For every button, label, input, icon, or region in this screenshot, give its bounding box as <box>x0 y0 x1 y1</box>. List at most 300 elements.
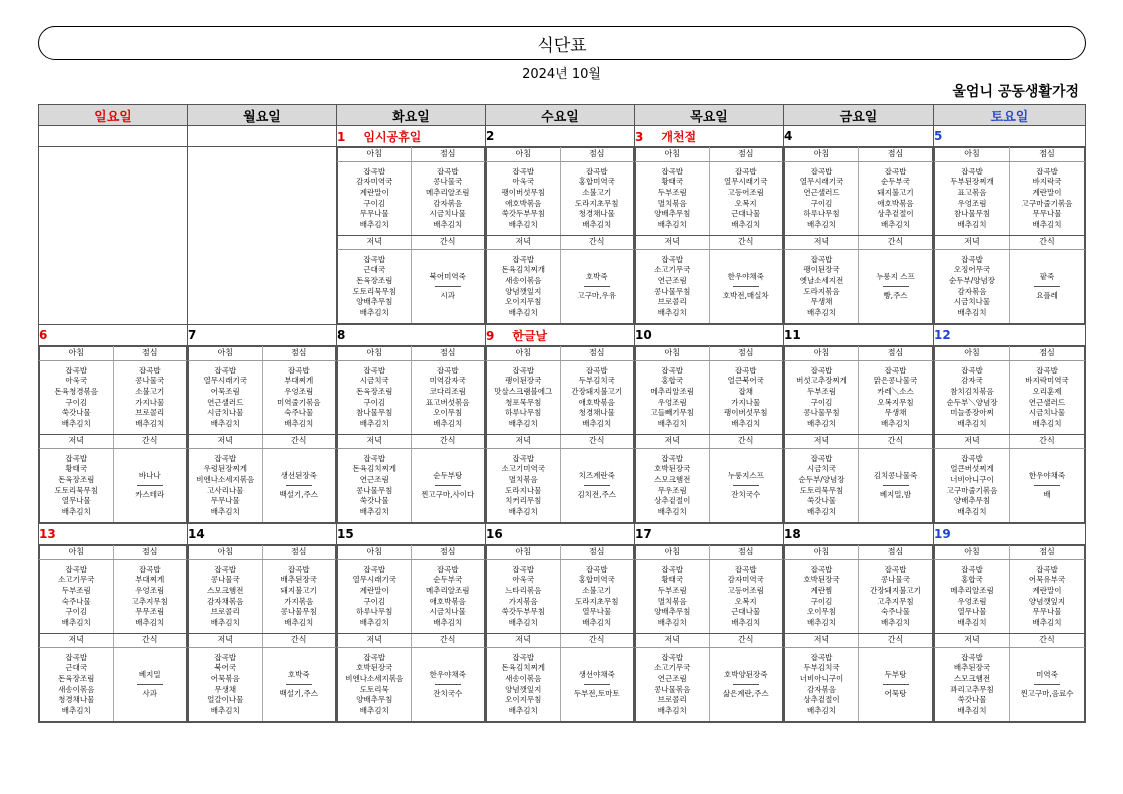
daily-menu <box>934 346 1085 523</box>
menu-item: 너비아니구이 <box>799 673 844 683</box>
menu-item: 잡곡밥 <box>214 453 237 463</box>
breakfast-label: 아침 <box>785 546 859 560</box>
menu-item: 배추김치 <box>731 617 761 627</box>
daily-menu <box>635 346 783 523</box>
date-row <box>39 524 1086 545</box>
menu-item: 잡곡밥 <box>363 652 386 662</box>
breakfast-menu <box>487 560 561 634</box>
menu-item: 꽈리고추무침 <box>950 684 994 694</box>
dinner-menu <box>935 250 1010 324</box>
snack-menu <box>262 648 336 722</box>
menu-item: 배추김치 <box>210 705 240 715</box>
menu-item: 돈육장조림 <box>58 474 95 484</box>
menu-item: 배추김치 <box>284 418 314 428</box>
date-cell <box>486 524 635 545</box>
menu-item: 청포묵무침 <box>505 397 542 407</box>
menu-item: 비엔나소세지볶음 <box>196 474 255 484</box>
menu-item: 두부조림 <box>61 585 91 595</box>
meal-label-row <box>338 148 485 162</box>
menu-item: 호박된장국 <box>803 575 840 585</box>
dinner-menu <box>338 449 412 523</box>
menu-item: 양배추무침 <box>654 209 691 219</box>
date-cell <box>39 126 188 147</box>
dinner-label: 저녁 <box>487 435 561 449</box>
meal-row <box>40 361 187 435</box>
meal-label-row <box>935 236 1085 250</box>
meal-row <box>487 162 634 236</box>
menu-item: 치즈계란죽 <box>578 471 615 480</box>
menu-item: 비엔나소세지볶음 <box>345 673 404 683</box>
menu-item: 미역감자국 <box>429 376 466 386</box>
date-number: 7 <box>188 328 197 342</box>
menu-item: 어묵볶음 <box>210 673 240 683</box>
menu-item: 계란말이 <box>359 585 389 595</box>
menu-item: 잡곡밥 <box>585 365 608 375</box>
menu-item: 배추김치 <box>508 617 538 627</box>
menu-item: 잡곡밥 <box>810 564 833 574</box>
menu-item: 하루나무침 <box>803 209 840 219</box>
meal-label-row <box>935 435 1085 449</box>
menu-item: 멸치볶음 <box>657 596 687 606</box>
meal-row <box>636 560 783 634</box>
lunch-menu <box>1010 162 1085 236</box>
menu-item: 맑은콩나물국 <box>873 376 918 386</box>
meal-row <box>636 162 783 236</box>
lunch-menu <box>560 560 634 634</box>
meal-label-row <box>40 546 187 560</box>
menu-item: 양배추무침 <box>654 607 691 617</box>
menu-item: 카스테라 <box>135 490 165 499</box>
menu-item: 호박전,매실차 <box>722 291 769 300</box>
date-cell <box>337 524 486 545</box>
dinner-menu <box>636 648 710 722</box>
menu-item: 치커리무침 <box>505 496 542 506</box>
meal-row <box>487 648 634 722</box>
menu-item: 잡곡밥 <box>65 453 88 463</box>
date-cell <box>39 524 188 545</box>
date-number: 10 <box>635 328 652 342</box>
meal-label-row <box>338 347 485 361</box>
menu-item: 요플레 <box>1036 291 1058 300</box>
menu-item: 무무나물 <box>359 209 389 219</box>
lunch-label: 점심 <box>113 546 187 560</box>
dinner-label: 저녁 <box>785 435 859 449</box>
menu-item: 돈육장조림 <box>356 275 393 285</box>
breakfast-menu <box>935 361 1010 435</box>
menu-item: 감자볶음 <box>807 684 836 694</box>
date-cell <box>635 325 784 346</box>
daily-menu <box>784 147 933 324</box>
date-number: 2 <box>486 129 495 143</box>
meal-row <box>487 449 634 523</box>
meal-row <box>487 560 634 634</box>
lunch-label: 점심 <box>709 546 783 560</box>
dinner-menu <box>189 648 263 722</box>
meal-label-row <box>636 546 783 560</box>
menu-item: 잡곡밥 <box>436 166 459 176</box>
meal-label-row <box>785 148 933 162</box>
meal-label-row <box>935 148 1085 162</box>
menu-item: 구이김 <box>363 397 386 407</box>
date-number: 17 <box>635 527 652 541</box>
breakfast-label: 아침 <box>40 546 114 560</box>
menu-item: 배추김치 <box>807 705 836 715</box>
dinner-menu <box>636 250 710 324</box>
meal-row <box>40 648 187 722</box>
menu-item: 상추겉절이 <box>654 496 691 506</box>
menu-item: 오복지 <box>734 198 757 208</box>
day-menu-cell <box>337 147 486 325</box>
menu-item: 잡곡밥 <box>363 365 386 375</box>
breakfast-menu <box>636 361 710 435</box>
menu-item: 표고버섯볶음 <box>426 397 470 407</box>
dinner-label: 저녁 <box>785 236 859 250</box>
menu-item: 배추김치 <box>657 418 687 428</box>
lunch-menu <box>859 361 933 435</box>
snack-menu <box>262 449 336 523</box>
menu-item: 무무조림 <box>135 607 165 617</box>
dinner-menu <box>487 648 561 722</box>
breakfast-menu <box>935 162 1010 236</box>
menu-item: 빵,주스 <box>883 291 908 300</box>
meal-row <box>785 449 933 523</box>
lunch-menu <box>1010 560 1085 634</box>
snack-divider <box>137 684 163 685</box>
menu-item: 감자채볶음 <box>207 596 244 606</box>
dinner-label: 저녁 <box>189 634 263 648</box>
date-number: 1 <box>337 129 346 144</box>
date-number: 5 <box>934 129 943 143</box>
menu-item: 스모크햄전 <box>207 585 244 595</box>
meal-label-row <box>935 347 1085 361</box>
holiday-label: 한글날 <box>512 328 548 343</box>
menu-item: 잡곡밥 <box>661 365 684 375</box>
menu-item: 배추김치 <box>359 307 389 317</box>
daily-menu <box>784 545 933 722</box>
menu-item: 쑥갓나물 <box>957 695 987 705</box>
day-menu-cell <box>486 147 635 325</box>
menu-item: 한우야채죽 <box>727 272 764 281</box>
menu-item: 팽이된장국 <box>803 265 840 275</box>
meal-label-row <box>40 435 187 449</box>
menu-item: 생선야채죽 <box>578 670 615 679</box>
menu-item: 배추김치 <box>61 418 91 428</box>
menu-item: 백설기,주스 <box>279 490 319 499</box>
menu-item: 청경채나물 <box>58 695 95 705</box>
dinner-label: 저녁 <box>40 634 114 648</box>
date-number: 4 <box>784 129 793 143</box>
menu-item: 배추김치 <box>61 617 91 627</box>
menu-item: 콩나물국 <box>210 575 240 585</box>
date-number: 11 <box>784 328 801 342</box>
day-menu-cell <box>784 545 934 723</box>
menu-item: 배추김치 <box>433 219 463 229</box>
snack-menu <box>560 449 634 523</box>
menu-item: 배추김치 <box>731 219 761 229</box>
menu-item: 도토리묵무침 <box>799 485 844 495</box>
menu-item: 잡곡밥 <box>884 564 907 574</box>
meal-label-row <box>487 347 634 361</box>
menu-item: 배 <box>1043 490 1051 499</box>
menu-item: 고등어조림 <box>727 585 764 595</box>
menu-item: 연근조림 <box>657 673 687 683</box>
menu-item: 잡곡밥 <box>214 365 237 375</box>
menu-item: 찐고구마,음료수 <box>1020 689 1074 698</box>
date-cell <box>635 524 784 545</box>
menu-item: 돈육장조림 <box>356 386 393 396</box>
menu-item: 잡곡밥 <box>661 166 684 176</box>
menu-item: 잡곡밥 <box>287 564 310 574</box>
page-title <box>38 26 1086 60</box>
menu-item: 소고기무국 <box>654 265 691 275</box>
lunch-label: 점심 <box>1010 148 1085 162</box>
menu-item: 두부조림 <box>657 187 687 197</box>
menu-item: 배추김치 <box>210 617 240 627</box>
menu-item: 숙주나물 <box>284 408 314 418</box>
menu-item: 연근조림 <box>657 275 687 285</box>
snack-menu <box>859 648 933 722</box>
menu-item: 시금치나물 <box>1028 408 1066 418</box>
menu-item: 계란말이 <box>1032 187 1062 197</box>
menu-item: 스모크햄전 <box>953 673 991 683</box>
menu-item: 도토리묵무침 <box>352 286 396 296</box>
menu-item: 연근샐러드 <box>207 397 244 407</box>
menu-item: 바나나 <box>138 471 161 480</box>
lunch-menu <box>560 162 634 236</box>
dinner-label: 저녁 <box>935 236 1010 250</box>
dinner-label: 저녁 <box>636 435 710 449</box>
snack-divider <box>733 485 759 486</box>
menu-item: 잡곡밥 <box>363 166 386 176</box>
date-number: 19 <box>934 527 951 541</box>
menu-item: 브로콜리 <box>135 408 165 418</box>
snack-menu <box>709 648 783 722</box>
menu-item: 잡곡밥 <box>512 166 535 176</box>
weekday-header: 월요일 <box>188 105 337 126</box>
menu-item: 배추김치 <box>807 307 836 317</box>
dinner-menu <box>935 648 1010 722</box>
menu-item: 잔치국수 <box>731 490 761 499</box>
menu-item: 배추김치 <box>508 506 538 516</box>
menu-item: 가지볶음 <box>284 596 314 606</box>
menu-item: 배추김치 <box>210 506 240 516</box>
meal-row <box>338 648 485 722</box>
menu-item: 계란말이 <box>1032 585 1062 595</box>
menu-item: 아욱국 <box>65 376 88 386</box>
menu-item: 어묵탕 <box>884 689 907 698</box>
menu-item: 메추리알조림 <box>950 585 994 595</box>
breakfast-label: 아침 <box>636 148 710 162</box>
menu-item: 잡곡밥 <box>734 365 757 375</box>
menu-item: 양념깻잎지 <box>1028 596 1066 606</box>
menu-item: 두부조림 <box>657 585 687 595</box>
meal-label-row <box>785 236 933 250</box>
breakfast-menu <box>40 361 114 435</box>
menu-item: 배추김치 <box>1032 418 1062 428</box>
snack-label: 간식 <box>560 236 634 250</box>
menu-item: 우엉조림 <box>957 198 987 208</box>
date-cell <box>188 325 337 346</box>
menu-item: 감자국 <box>961 376 983 386</box>
menu-item: 배추김치 <box>135 418 165 428</box>
menu-item: 쑥갓두부무침 <box>501 209 545 219</box>
menu-item: 새송이볶음 <box>58 684 95 694</box>
lunch-label: 점심 <box>709 347 783 361</box>
meal-label-row <box>338 435 485 449</box>
breakfast-menu <box>189 361 263 435</box>
day-menu-cell <box>486 346 635 524</box>
menu-item: 돈육청경볶음 <box>54 386 98 396</box>
snack-menu <box>709 449 783 523</box>
organization-name: 울엄니 공동생활가정 <box>952 84 1079 100</box>
menu-item: 고구마줄기볶음 <box>1021 198 1073 208</box>
menu-item: 소불고기 <box>582 187 612 197</box>
menu-item: 팽이버섯무침 <box>501 187 545 197</box>
lunch-menu <box>1010 361 1085 435</box>
meal-label-row <box>785 634 933 648</box>
menu-item: 도라지볶음 <box>803 286 840 296</box>
menu-item: 잡곡밥 <box>512 453 535 463</box>
menu-item: 잡곡밥 <box>734 166 757 176</box>
breakfast-menu <box>935 560 1010 634</box>
lunch-menu <box>709 560 783 634</box>
menu-item: 감자볶음 <box>433 198 463 208</box>
lunch-menu <box>262 361 336 435</box>
day-menu-cell <box>635 545 784 723</box>
menu-item: 구이김 <box>65 607 88 617</box>
menu-item: 느타리볶음 <box>505 585 542 595</box>
menu-item: 고구마,우유 <box>577 291 617 300</box>
meal-row <box>935 560 1085 634</box>
menu-item: 감자볶음 <box>957 286 987 296</box>
menu-item: 잔치국수 <box>433 689 463 698</box>
meal-label-row <box>935 634 1085 648</box>
menu-item: 호박죽 <box>287 670 310 679</box>
menu-item: 배추김치 <box>657 617 687 627</box>
date-number: 9 <box>486 328 495 343</box>
menu-item: 브로콜리 <box>210 607 240 617</box>
menu-item: 배추김치 <box>210 418 240 428</box>
menu-item: 한우야채죽 <box>429 670 466 679</box>
menu-item: 순두부탕 <box>433 471 463 480</box>
menu-row <box>39 545 1086 723</box>
menu-item: 애호박볶음 <box>429 596 466 606</box>
daily-menu <box>337 545 485 722</box>
menu-item: 고추지무침 <box>131 596 168 606</box>
snack-menu <box>411 449 485 523</box>
lunch-menu <box>411 162 485 236</box>
menu-item: 배추김치 <box>359 617 389 627</box>
breakfast-menu <box>40 560 114 634</box>
date-cell <box>337 126 486 147</box>
menu-item: 계란말이 <box>359 187 389 197</box>
title-text: 식단표 <box>537 35 587 56</box>
menu-item: 황태국 <box>65 464 88 474</box>
dinner-label: 저녁 <box>40 435 114 449</box>
snack-label: 간식 <box>859 634 933 648</box>
snack-divider <box>1034 286 1060 287</box>
menu-item: 콩나물무침 <box>803 408 840 418</box>
dinner-menu <box>189 449 263 523</box>
meal-row <box>935 250 1085 324</box>
snack-label: 간식 <box>560 634 634 648</box>
date-cell <box>934 325 1086 346</box>
menu-item: 잡곡밥 <box>436 365 459 375</box>
menu-item: 찐고구마,사이다 <box>421 490 475 499</box>
date-number: 3 <box>635 129 644 144</box>
menu-item: 콩나물국 <box>881 575 910 585</box>
breakfast-menu <box>785 560 859 634</box>
snack-menu <box>113 449 187 523</box>
breakfast-label: 아침 <box>636 546 710 560</box>
meal-label-row <box>40 634 187 648</box>
meal-label-row <box>636 347 783 361</box>
menu-item: 새송이볶음 <box>505 673 542 683</box>
menu-item: 배추김치 <box>881 219 910 229</box>
day-menu-cell <box>784 346 934 524</box>
weekday-header: 일요일 <box>39 105 188 126</box>
snack-menu <box>411 648 485 722</box>
dinner-label: 저녁 <box>338 236 412 250</box>
lunch-label: 점심 <box>1010 546 1085 560</box>
menu-item: 두부된장찌개 <box>950 177 994 187</box>
meal-row <box>189 648 336 722</box>
dinner-menu <box>785 449 859 523</box>
menu-item: 김치콩나물죽 <box>873 471 918 480</box>
menu-item: 양배추무침 <box>356 695 393 705</box>
menu-item: 근대국 <box>65 663 88 673</box>
menu-item: 돈육장조림 <box>58 673 95 683</box>
meal-row <box>636 648 783 722</box>
menu-item: 잡곡밥 <box>512 254 535 264</box>
snack-menu <box>560 648 634 722</box>
menu-item: 돼지불고기 <box>280 585 317 595</box>
menu-item: 쑥갓두부무침 <box>501 607 545 617</box>
menu-item: 콩나물볶음 <box>654 684 691 694</box>
snack-divider <box>435 684 461 685</box>
menu-item: 열무나물 <box>61 496 91 506</box>
weekday-header: 화요일 <box>337 105 486 126</box>
menu-item: 잡곡밥 <box>961 564 983 574</box>
menu-item: 가지나물 <box>731 397 761 407</box>
meal-label-row <box>487 634 634 648</box>
menu-item: 얼큰북어국 <box>727 376 764 386</box>
breakfast-label: 아침 <box>338 148 412 162</box>
menu-item: 잡곡밥 <box>661 564 684 574</box>
menu-item: 배추김치 <box>807 617 836 627</box>
snack-label: 간식 <box>859 236 933 250</box>
meal-label-row <box>487 435 634 449</box>
menu-item: 바지락국 <box>1032 177 1062 187</box>
breakfast-label: 아침 <box>636 347 710 361</box>
meal-row <box>785 162 933 236</box>
menu-item: 고추지무침 <box>877 596 914 606</box>
menu-item: 우엉조림 <box>135 585 165 595</box>
menu-item: 무우조림 <box>657 485 687 495</box>
menu-item: 도토리묵무침 <box>54 485 98 495</box>
daily-menu <box>337 346 485 523</box>
snack-label: 간식 <box>411 634 485 648</box>
breakfast-label: 아침 <box>935 347 1010 361</box>
menu-item: 오복지무침 <box>877 397 914 407</box>
menu-item: 우엉조림 <box>957 596 987 606</box>
menu-item: 시금치나물 <box>429 607 466 617</box>
menu-item: 두부김치국 <box>803 663 840 673</box>
holiday-label: 개천절 <box>661 129 697 144</box>
snack-label: 간식 <box>560 435 634 449</box>
menu-item: 베지밀,밤 <box>879 490 912 499</box>
menu-item: 고사리나물 <box>207 485 244 495</box>
